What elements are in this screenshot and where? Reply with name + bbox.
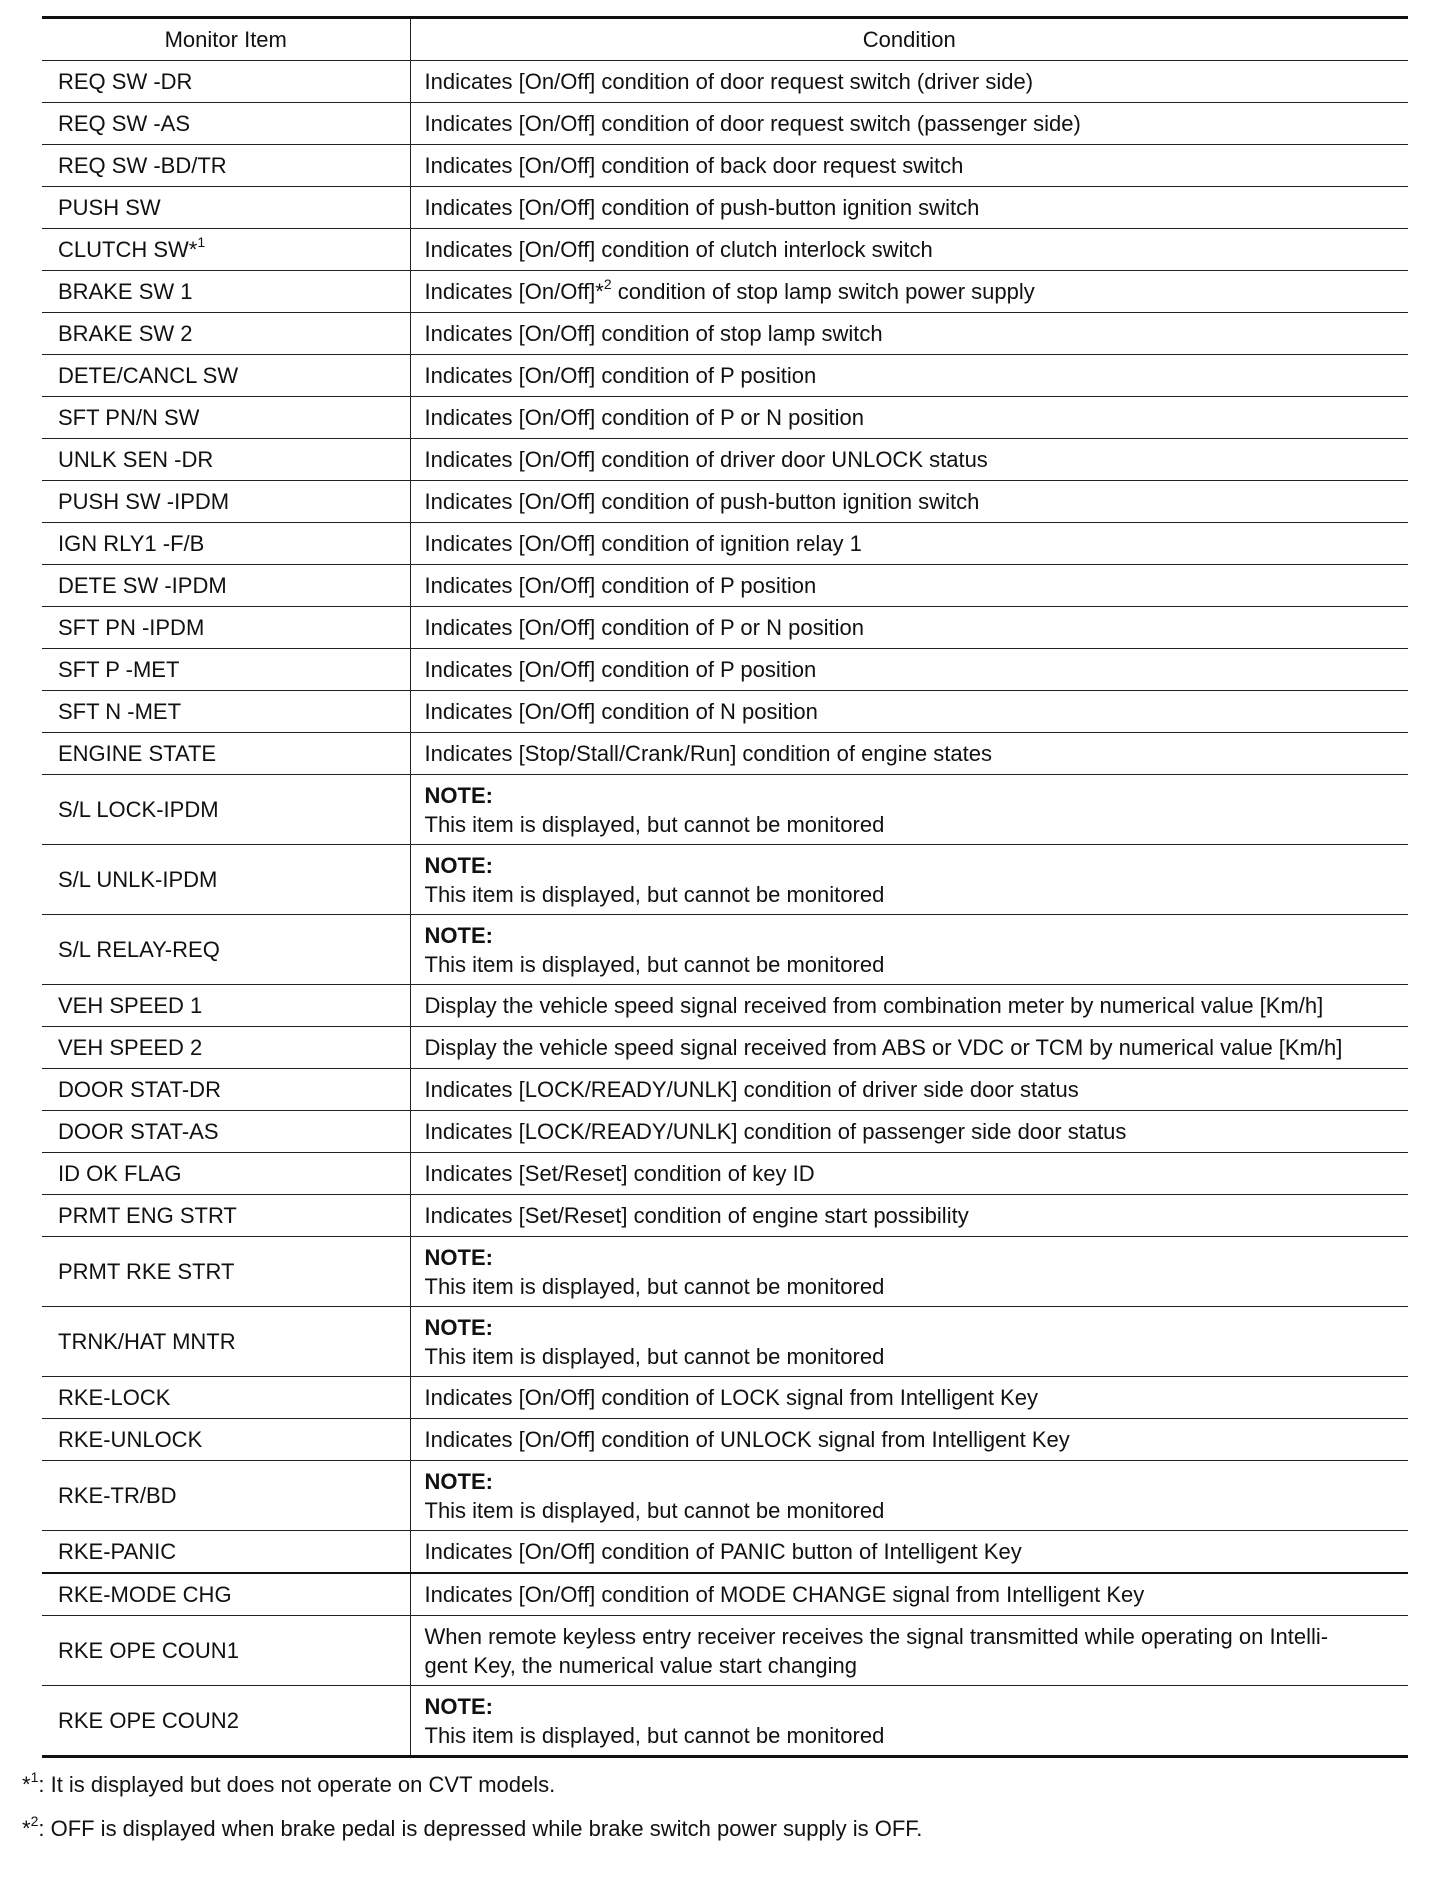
monitor-item-cell: VEH SPEED 2 (42, 1027, 410, 1069)
table-row (42, 775, 1408, 845)
condition-cell (410, 1069, 1408, 1111)
condition-text: Indicates [On/Off] condition of door request switch (driver side) (424, 69, 1034, 94)
condition-cell (410, 439, 1408, 481)
table-row (42, 845, 1408, 915)
monitor-item-cell: IGN RLY1 -F/B (42, 523, 410, 565)
note-label: NOTE: (424, 922, 493, 948)
condition-cell (410, 1461, 1408, 1531)
table-row (42, 1027, 1408, 1069)
footnotes (22, 1768, 1408, 1858)
note-label: NOTE: (424, 1244, 493, 1270)
monitor-item-cell: DOOR STAT-DR (42, 1069, 410, 1111)
monitor-item-cell: SFT P -MET (42, 649, 410, 691)
table-row (42, 1686, 1408, 1757)
condition-text: This item is displayed, but cannot be monitored (424, 1273, 885, 1299)
table-row (42, 691, 1408, 733)
note-label: NOTE: (424, 1693, 493, 1719)
condition-cell (410, 1419, 1408, 1461)
table-row (42, 271, 1408, 313)
monitor-item-cell: SFT N -MET (42, 691, 410, 733)
table-row (42, 607, 1408, 649)
header-monitor-item: Monitor Item (42, 18, 410, 61)
monitor-item-cell: S/L RELAY-REQ (42, 915, 410, 985)
table-row (42, 1531, 1408, 1574)
condition-text: Indicates [LOCK/READY/UNLK] condition of driver side door status (424, 1077, 1079, 1102)
condition-text: Indicates [On/Off] condition of N position (424, 699, 818, 724)
condition-cell (410, 1377, 1408, 1419)
condition-cell (410, 607, 1408, 649)
condition-text: Indicates [On/Off] condition of LOCK signal from Intelligent Key (424, 1385, 1038, 1410)
condition-cell (410, 523, 1408, 565)
condition-cell (410, 915, 1408, 985)
condition-text: Indicates [Set/Reset] condition of engine start possibility (424, 1203, 969, 1228)
monitor-item-cell: PUSH SW (42, 187, 410, 229)
note-label: NOTE: (424, 1314, 493, 1340)
monitor-item-cell: RKE-TR/BD (42, 1461, 410, 1531)
condition-text: This item is displayed, but cannot be monitored (424, 881, 885, 907)
table-row (42, 1237, 1408, 1307)
monitor-item-cell: DOOR STAT-AS (42, 1111, 410, 1153)
condition-cell (410, 187, 1408, 229)
table-row (42, 145, 1408, 187)
table-header-row (42, 18, 1408, 61)
monitor-item-cell: VEH SPEED 1 (42, 985, 410, 1027)
condition-cell (410, 1573, 1408, 1616)
table-row (42, 1111, 1408, 1153)
condition-text: Indicates [On/Off] condition of driver door UNLOCK status (424, 447, 988, 472)
table-row (42, 481, 1408, 523)
table-row (42, 1195, 1408, 1237)
condition-cell (410, 1153, 1408, 1195)
table-row (42, 1573, 1408, 1616)
table-row (42, 1616, 1408, 1686)
monitor-item-cell: S/L LOCK-IPDM (42, 775, 410, 845)
monitor-item-cell: BRAKE SW 1 (42, 271, 410, 313)
condition-text: Indicates [On/Off] condition of P position (424, 657, 817, 682)
monitor-item-cell: REQ SW -AS (42, 103, 410, 145)
condition-text: When remote keyless entry receiver receives the signal transmitted while operating on Intelli- (424, 1623, 1329, 1649)
table-row (42, 103, 1408, 145)
condition-cell (410, 1027, 1408, 1069)
condition-text: This item is displayed, but cannot be monitored (424, 1343, 885, 1369)
monitor-item-table (42, 16, 1408, 1758)
condition-cell (410, 229, 1408, 271)
table-row (42, 523, 1408, 565)
condition-cell (410, 691, 1408, 733)
condition-cell (410, 775, 1408, 845)
monitor-item-cell: PRMT RKE STRT (42, 1237, 410, 1307)
condition-text: Indicates [On/Off] condition of P or N position (424, 405, 864, 430)
condition-text: Indicates [On/Off] condition of MODE CHANGE signal from Intelligent Key (424, 1582, 1145, 1607)
monitor-item-cell: RKE-LOCK (42, 1377, 410, 1419)
table-body (42, 61, 1408, 1757)
condition-text: Indicates [Stop/Stall/Crank/Run] condition of engine states (424, 741, 992, 766)
table-row (42, 1461, 1408, 1531)
table-row (42, 313, 1408, 355)
condition-text: Indicates [On/Off] condition of push-button ignition switch (424, 489, 980, 514)
table-row (42, 1419, 1408, 1461)
table-row (42, 187, 1408, 229)
table-row (42, 439, 1408, 481)
header-condition: Condition (410, 18, 1408, 61)
monitor-item-cell: ENGINE STATE (42, 733, 410, 775)
condition-cell (410, 481, 1408, 523)
condition-cell (410, 397, 1408, 439)
monitor-item-cell: ID OK FLAG (42, 1153, 410, 1195)
condition-cell (410, 313, 1408, 355)
condition-text: Indicates [On/Off] condition of UNLOCK signal from Intelligent Key (424, 1427, 1070, 1452)
condition-cell (410, 845, 1408, 915)
footnote-2: *$^2$: OFF is displayed when brake pedal is depressed while brake switch power supply is OFF. (22, 1812, 923, 1841)
footnote-1: *$^1$: It is displayed but does not operate on CVT models. (22, 1768, 556, 1797)
monitor-item-cell: RKE OPE COUN1 (42, 1616, 410, 1686)
condition-cell (410, 565, 1408, 607)
condition-text: Indicates [On/Off]* (424, 279, 604, 304)
condition-text: Indicates [On/Off] condition of push-button ignition switch (424, 195, 980, 220)
monitor-item-cell: TRNK/HAT MNTR (42, 1307, 410, 1377)
note-label: NOTE: (424, 852, 493, 878)
condition-cell (410, 1531, 1408, 1574)
condition-text: Indicates [LOCK/READY/UNLK] condition of passenger side door status (424, 1119, 1127, 1144)
table-row (42, 733, 1408, 775)
monitor-item-cell: REQ SW -BD/TR (42, 145, 410, 187)
table-row (42, 229, 1408, 271)
condition-cell (410, 1111, 1408, 1153)
document (22, 16, 1408, 1858)
condition-cell (410, 1616, 1408, 1686)
monitor-item-cell: S/L UNLK-IPDM (42, 845, 410, 915)
table-row (42, 985, 1408, 1027)
condition-cell: Indicates [On/Off]*$^2$ condition of stop lamp switch power supply (410, 271, 1408, 313)
monitor-item-cell: DETE SW -IPDM (42, 565, 410, 607)
condition-text-line2: gent Key, the numerical value start changing (424, 1652, 858, 1678)
monitor-item-cell: SFT PN -IPDM (42, 607, 410, 649)
condition-text: Indicates [On/Off] condition of clutch interlock switch (424, 237, 933, 262)
condition-cell (410, 1307, 1408, 1377)
table-row (42, 61, 1408, 103)
condition-text: Indicates [On/Off] condition of back door request switch (424, 153, 964, 178)
monitor-item-cell: RKE-UNLOCK (42, 1419, 410, 1461)
note-label: NOTE: (424, 1468, 493, 1494)
monitor-item-cell: PUSH SW -IPDM (42, 481, 410, 523)
condition-text: This item is displayed, but cannot be monitored (424, 811, 885, 837)
condition-cell (410, 1237, 1408, 1307)
monitor-item-cell: DETE/CANCL SW (42, 355, 410, 397)
condition-cell (410, 649, 1408, 691)
table-row (42, 915, 1408, 985)
condition-text: Indicates [On/Off] condition of stop lamp switch (424, 321, 883, 346)
monitor-item-cell: RKE-PANIC (42, 1531, 410, 1574)
condition-text: This item is displayed, but cannot be monitored (424, 951, 885, 977)
note-label: NOTE: (424, 782, 493, 808)
table-row (42, 565, 1408, 607)
condition-text: This item is displayed, but cannot be monitored (424, 1497, 885, 1523)
condition-text: Indicates [On/Off] condition of PANIC button of Intelligent Key (424, 1539, 1022, 1564)
condition-text: Display the vehicle speed signal received from ABS or VDC or TCM by numerical value [Km/h] (424, 1035, 1343, 1060)
table-row (42, 355, 1408, 397)
condition-text: Indicates [On/Off] condition of P position (424, 573, 817, 598)
condition-text: Indicates [On/Off] condition of door request switch (passenger side) (424, 111, 1081, 136)
condition-cell (410, 103, 1408, 145)
condition-cell (410, 61, 1408, 103)
monitor-item-cell: PRMT ENG STRT (42, 1195, 410, 1237)
condition-text: Indicates [On/Off] condition of ignition relay 1 (424, 531, 862, 556)
monitor-item-cell: SFT PN/N SW (42, 397, 410, 439)
condition-cell (410, 733, 1408, 775)
condition-cell (410, 355, 1408, 397)
condition-cell (410, 985, 1408, 1027)
monitor-item-cell: REQ SW -DR (42, 61, 410, 103)
monitor-item-cell: CLUTCH SW*$^1$ (42, 229, 410, 271)
table-row (42, 1069, 1408, 1111)
condition-text: Indicates [On/Off] condition of P position (424, 363, 817, 388)
table-row (42, 1153, 1408, 1195)
table-row (42, 1307, 1408, 1377)
table-row (42, 397, 1408, 439)
condition-cell (410, 145, 1408, 187)
monitor-item-cell: RKE OPE COUN2 (42, 1686, 410, 1757)
table-row (42, 1377, 1408, 1419)
condition-cell (410, 1686, 1408, 1757)
monitor-item-cell: RKE-MODE CHG (42, 1573, 410, 1616)
monitor-item-cell: UNLK SEN -DR (42, 439, 410, 481)
condition-text: Display the vehicle speed signal received from combination meter by numerical value [Km/h] (424, 993, 1324, 1018)
condition-text: Indicates [Set/Reset] condition of key ID (424, 1161, 815, 1186)
monitor-item-cell: BRAKE SW 2 (42, 313, 410, 355)
table-row (42, 649, 1408, 691)
condition-text: Indicates [On/Off] condition of P or N position (424, 615, 864, 640)
condition-text: This item is displayed, but cannot be monitored (424, 1722, 885, 1748)
condition-cell (410, 1195, 1408, 1237)
